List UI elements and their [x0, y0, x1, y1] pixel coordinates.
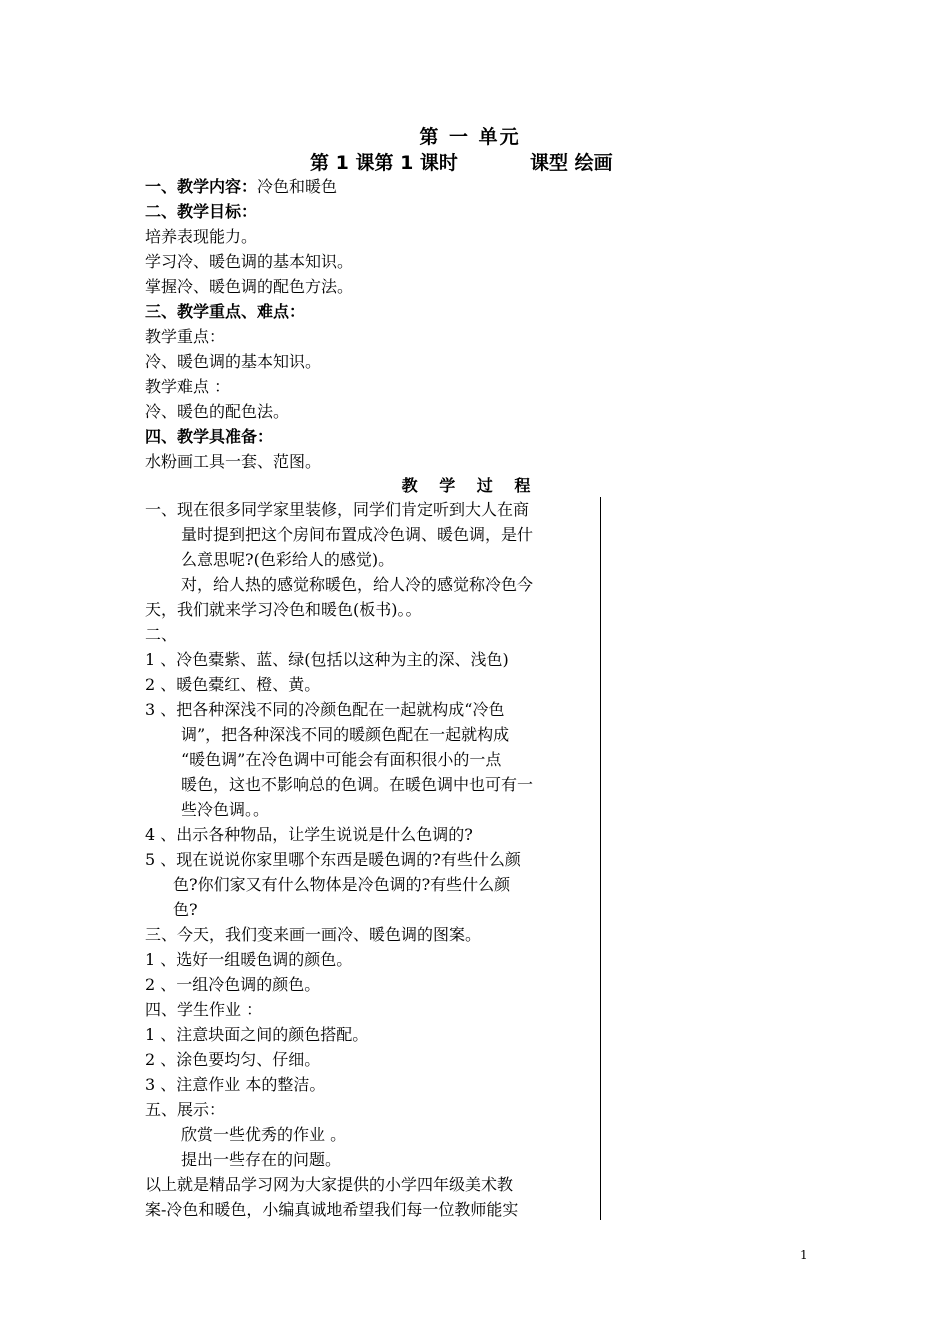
content-value: 冷色和暖色	[257, 177, 338, 196]
process-line: 四、学生作业 ：	[145, 1000, 263, 1019]
goal-item: 学习冷、暖色调的基本知识。	[145, 252, 354, 271]
process-line: 调”，把各种深浅不同的暖颜色配在一起就构成	[181, 725, 510, 744]
process-line: 欣赏一些优秀的作业 。	[181, 1125, 347, 1144]
key-label: 三、教学重点、难点：	[145, 302, 306, 321]
process-line: 案-冷色和暖色，小编真诚地希望我们每一位教师能实	[145, 1200, 519, 1219]
process-line: 1 、选好一组暖色调的颜色。	[145, 950, 353, 969]
process-line: 三、今天，我们变来画一画冷、暖色调的图案。	[145, 925, 482, 944]
process-line: 天，我们就来学习冷色和暖色(板书)。。	[145, 600, 422, 619]
process-line: 2 、涂色要均匀、仔细。	[145, 1050, 321, 1069]
goal-item: 掌握冷、暖色调的配色方法。	[145, 277, 354, 296]
prep-label: 四、教学具准备：	[145, 427, 274, 446]
prep-value: 水粉画工具一套、范图。	[145, 452, 322, 471]
lesson-info	[145, 174, 605, 474]
lesson-title	[310, 150, 613, 176]
goals-label: 二、教学目标：	[145, 202, 258, 221]
process-line: 提出一些存在的问题。	[181, 1150, 342, 1169]
process-line: 量时提到把这个房间布置成冷色调、暖色调，是什	[181, 525, 534, 544]
process-line: 5 、现在说说你家里哪个东西是暖色调的?有些什么颜	[145, 850, 521, 869]
content-label: 一、教学内容：	[145, 177, 258, 196]
process-line: 二、	[145, 625, 178, 644]
key-line: 教学重点：	[145, 327, 226, 346]
process-line: 一、现在很多同学家里装修，同学们肯定听到大人在商	[145, 500, 530, 519]
process-line: 以上就是精品学习网为大家提供的小学四年级美术教	[145, 1175, 514, 1194]
process-line: 些冷色调。。	[181, 800, 270, 819]
process-line: 色?你们家又有什么物体是冷色调的?有些什么颜	[173, 875, 511, 894]
process-line: 2 、暖色橐红、橙、黄。	[145, 675, 321, 694]
content-line	[145, 174, 605, 199]
process-line: 色?	[173, 900, 198, 919]
process-line: 3 、注意作业 本的整洁。	[145, 1075, 326, 1094]
process-line: 4 、出示各种物品，让学生说说是什么色调的?	[145, 825, 473, 844]
key-line: 冷、暖色调的基本知识。	[145, 352, 322, 371]
process-line: 1 、注意块面之间的颜色搭配。	[145, 1025, 369, 1044]
lesson-type: 课型 绘画	[530, 152, 613, 174]
process-line: 暖色，这也不影响总的色调。在暖色调中也可有一	[181, 775, 534, 794]
process-title: 教 学 过 程	[401, 476, 539, 495]
process-line: 1 、冷色橐紫、蓝、绿(包括以这种为主的深、浅色)	[145, 650, 509, 669]
process-line: 么意思呢?(色彩给人的感觉)。	[181, 550, 395, 569]
key-line: 教学难点 ：	[145, 377, 231, 396]
unit-title: 第 一 单元	[419, 126, 521, 148]
process-line: 2 、一组冷色调的颜色。	[145, 975, 321, 994]
process-line: “暖色调”在冷色调中可能会有面积很小的一点	[181, 750, 502, 769]
process-column	[145, 497, 601, 1220]
goal-item: 培养表现能力。	[145, 227, 258, 246]
process-line: 五、展示：	[145, 1100, 226, 1119]
lesson-number: 第 1 课第 1 课时	[310, 152, 458, 174]
key-line: 冷、暖色的配色法。	[145, 402, 290, 421]
page-number: 1	[800, 1248, 808, 1262]
process-line: 对，给人热的感觉称暖色，给人冷的感觉称冷色今	[181, 575, 534, 594]
process-line: 3 、把各种深浅不同的冷颜色配在一起就构成“冷色	[145, 700, 505, 719]
